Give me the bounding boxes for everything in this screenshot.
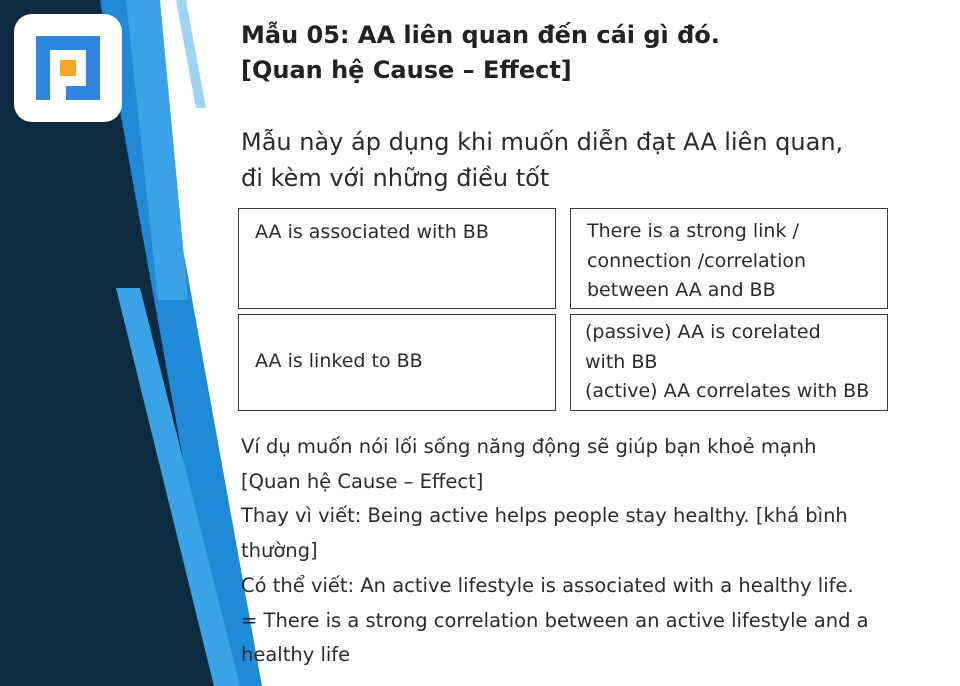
pattern-box-associated — [238, 208, 556, 309]
page-title — [241, 18, 931, 88]
example-section — [241, 430, 931, 673]
box-line: (active) AA correlates with BB — [585, 380, 870, 402]
pattern-box-correlated — [570, 314, 888, 411]
logo-icon — [14, 14, 122, 122]
title-line-2: [Quan hệ Cause – Effect] — [241, 56, 572, 84]
box-line: with BB — [585, 350, 658, 373]
box-line: between AA and BB — [587, 279, 776, 301]
box-line: AA is associated with BB — [255, 221, 489, 243]
example-line: Ví dụ muốn nói lối sống năng động sẽ giúp bạn khoẻ mạnh — [241, 435, 817, 458]
box-line: connection /correlation — [587, 249, 807, 272]
light-blue-stripe-thin — [176, 0, 206, 108]
example-line: [Quan hệ Cause – Effect] — [241, 469, 484, 493]
intro-text — [241, 124, 931, 196]
pattern-box-strong-link — [570, 208, 888, 309]
box-line: AA is linked to BB — [255, 350, 423, 372]
pattern-box-linked — [238, 314, 556, 411]
example-line: thường] — [241, 539, 318, 563]
example-line: Có thể viết: An active lifestyle is associated with a healthy life. — [241, 573, 854, 597]
title-line-1: Mẫu 05: AA liên quan đến cái gì đó. — [241, 21, 720, 49]
logo — [14, 14, 122, 122]
example-line: healthy life — [241, 643, 351, 667]
box-line: (passive) AA is corelated — [585, 321, 821, 343]
intro-line-2: đi kèm với những điều tốt — [241, 164, 550, 192]
intro-line-1: Mẫu này áp dụng khi muốn diễn đạt AA liên quan, — [241, 128, 844, 156]
example-line: Thay vì viết: Being active helps people stay healthy. [khá bình — [241, 504, 848, 528]
box-line: There is a strong link / — [587, 220, 799, 242]
example-line: = There is a strong correlation between an active lifestyle and a — [241, 608, 869, 632]
